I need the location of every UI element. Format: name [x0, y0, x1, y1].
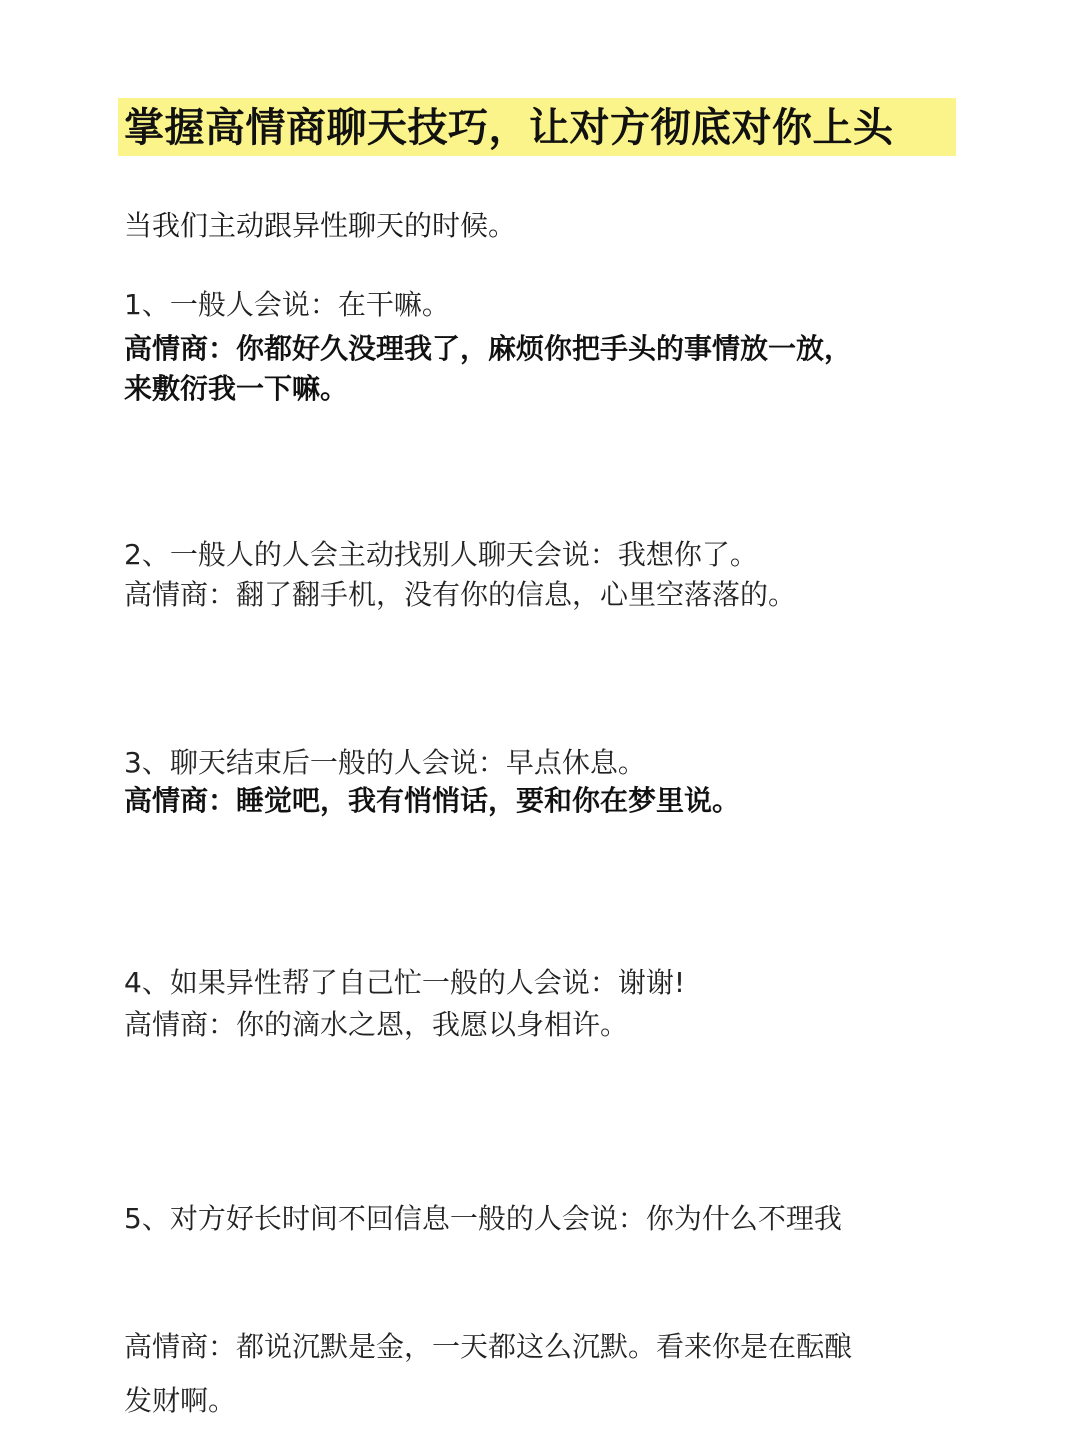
item-3-answer-line-1: 高情商：睡觉吧，我有悄悄话，要和你在梦里说。: [124, 784, 741, 817]
item-5-answer-line-1: 高情商：都说沉默是金，一天都这么沉默。看来你是在酝酿: [124, 1330, 853, 1363]
page-title: 掌握高情商聊天技巧，让对方彻底对你上头: [124, 105, 894, 151]
item-2-question: 2、一般人的人会主动找别人聊天会说：我想你了。: [124, 538, 758, 571]
item-2-answer-line-1: 高情商：翻了翻手机，没有你的信息，心里空落落的。: [124, 578, 797, 611]
intro-text: 当我们主动跟异性聊天的时候。: [124, 209, 517, 242]
item-5-answer-line-2: 发财啊。: [124, 1384, 237, 1417]
item-4-answer-line-1: 高情商：你的滴水之恩，我愿以身相许。: [124, 1008, 629, 1041]
item-3-question: 3、聊天结束后一般的人会说：早点休息。: [124, 746, 646, 779]
item-1-question: 1、一般人会说：在干嘛。: [124, 288, 450, 321]
item-5-question: 5、对方好长时间不回信息一般的人会说：你为什么不理我: [124, 1202, 842, 1235]
item-1-answer-line-2: 来敷衍我一下嘛。: [124, 372, 349, 405]
item-1-answer-line-1: 高情商：你都好久没理我了，麻烦你把手头的事情放一放，: [124, 332, 853, 365]
item-4-question: 4、如果异性帮了自己忙一般的人会说：谢谢!: [124, 966, 686, 999]
